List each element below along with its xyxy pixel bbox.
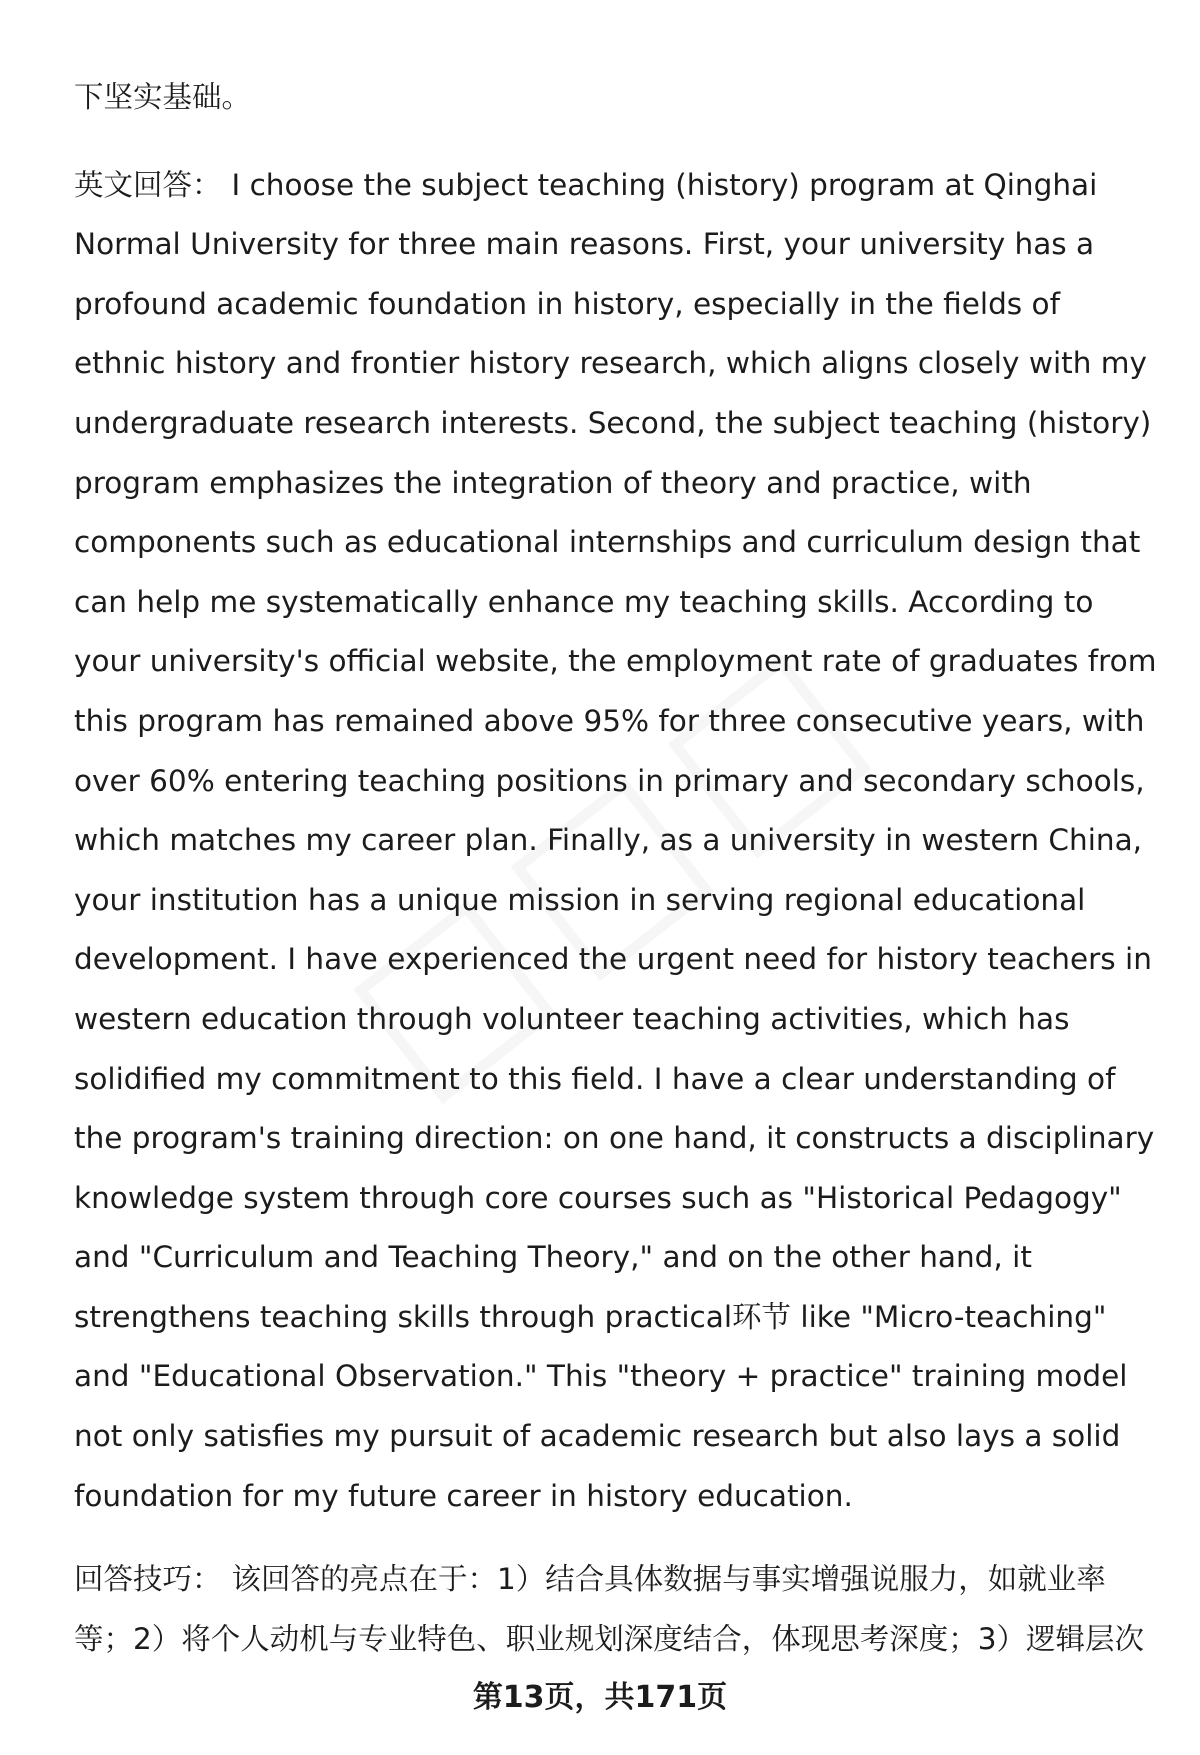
continuation-paragraph: 下坚实基础。 — [74, 80, 252, 114]
answer-tips-text: 该回答的亮点在于：1）结合具体数据与事实增强说服力，如就业率等；2）将个人动机与专业特色、职业规划深度结合，体现思考深度；3）逻辑层次 — [74, 1562, 1145, 1656]
english-answer-text: I choose the subject teaching (history) program at Qinghai Normal University for three main reasons. First, your university has a profound academic foundation in history, especially in the fields of ethnic history and frontier history research, which aligns closely with my undergraduate research interests. Second, the subject teaching (history) program emphasizes the integration of theory and practice, with components such as educational internships and curriculum design that can help me systematically enhance my teaching skills. According to your university's official website, the employment rate of graduates from this program has remained above 95% for three consecutive years, with over 60% entering teaching positions in primary and secondary schools, which matches my career plan. Finally, as a university in western China, your institution has a unique mission in serving regional educational development. I have experienced the urgent need for history teachers in western education through volunteer teaching activities, which has solidified my commitment to this field. I have a clear understanding of the program's training direction: on one hand, it constructs a disciplinary knowledge system through core courses such as "Historical Pedagogy" and "Curriculum and Teaching Theory," and on the other hand, it strengthens teaching skills through practical环节 like "Micro-teaching" and "Educational Observation." This "theory + practice" training model not only satisfies my pursuit of academic research but also lays a solid foundation for my future career in history education. — [74, 167, 1157, 1513]
english-answer-label: 英文回答： — [74, 167, 222, 202]
english-answer-paragraph — [74, 156, 1159, 1527]
document-body — [74, 68, 1159, 1669]
answer-tips-label: 回答技巧： — [74, 1562, 222, 1597]
page-number-footer: 第13页，共171页 — [472, 1680, 728, 1715]
answer-tips-paragraph — [74, 1550, 1159, 1669]
